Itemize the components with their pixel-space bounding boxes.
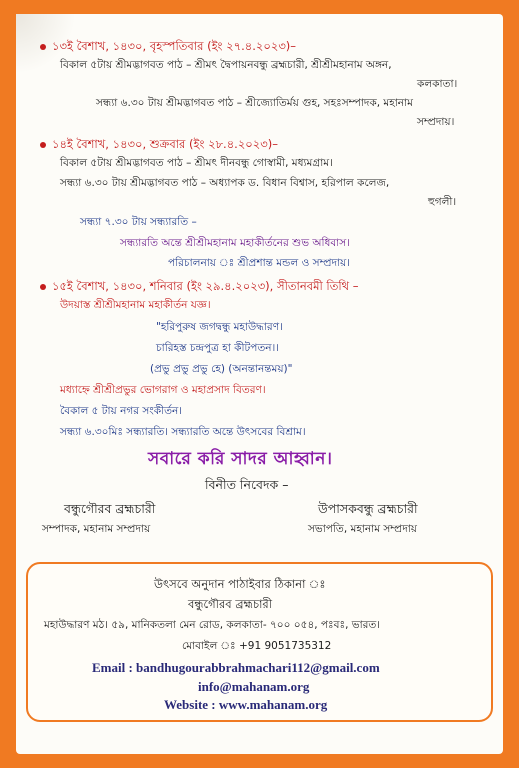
bullet-icon bbox=[40, 44, 46, 50]
day2-line5: পরিচালনায় ঃ শ্রীপ্রশান্ত মন্ডল ও সম্প্রদায়। bbox=[168, 257, 350, 269]
day1-line1: বিকাল ৫টায় শ্রীমদ্ভাগবত পাঠ – শ্রীমৎ দ্বৈপায়নবন্ধু ব্রহ্মচারী, শ্রীশ্রীমহানাম অঙ্গন, bbox=[60, 59, 392, 71]
bullet-icon bbox=[40, 142, 46, 148]
day1-line1b: কলকাতা। bbox=[417, 78, 458, 90]
submitted-by: বিনীত নিবেদক – bbox=[205, 477, 289, 492]
signatory1-role: সম্পাদক, মহানাম সম্প্রদায় bbox=[42, 523, 151, 535]
day3-line3: বৈকাল ৫ টায় নগর সংকীর্তন। bbox=[60, 405, 183, 417]
day3-line1: উদয়াস্ত শ্রীশ্রীমহানাম মহাকীর্তন যজ্ঞ। bbox=[60, 299, 211, 311]
donation-mobile: মোবাইল ঃ +91 9051735312 bbox=[182, 640, 332, 652]
email2-link[interactable]: info@mahanam.org bbox=[198, 679, 310, 694]
website-link[interactable]: Website : www.mahanam.org bbox=[164, 697, 328, 712]
day2-line3: সন্ধ্যা ৭.৩০ টায় সন্ধ্যারতি – bbox=[80, 216, 197, 228]
donation-title: উৎসবে অনুদান পাঠাইবার ঠিকানা ঃ bbox=[154, 577, 326, 591]
donation-address: মহাউদ্ধারণ মঠ। ৫৯, মানিকতলা মেন রোড, কলকাতা- ৭০০ ০৫৪, পঃবঃ, ভারত। bbox=[44, 619, 381, 631]
day2-line2: সন্ধ্যা ৬.৩০ টায় শ্রীমদ্ভাগবত পাঠ – অধ্যাপক ড. বিধান বিশ্বাস, হরিপাল কলেজ, bbox=[60, 177, 390, 189]
day2-line2b: হুগলী। bbox=[428, 196, 457, 208]
day3-heading bbox=[40, 280, 358, 293]
day2-line4: সন্ধ্যারতি অন্তে শ্রীশ্রীমহানাম মহাকীর্তনের শুভ অধিবাস। bbox=[120, 237, 350, 249]
signatory1-name: বন্ধুগৌরব ব্রহ্মচারী bbox=[64, 501, 156, 516]
day3-quote2: চারিহস্ত চন্দ্রপুত্র হা কীটপতন।। bbox=[156, 342, 279, 354]
day2-heading-text: ১৪ই বৈশাখ, ১৪৩০, শুক্রবার (ইং ২৮.৪.২০২৩)– bbox=[52, 137, 278, 151]
donation-name: বন্ধুগৌরব ব্রহ্মচারী bbox=[188, 597, 273, 611]
day2-heading bbox=[40, 138, 278, 151]
day3-quote3: (প্রভু প্রভু প্রভু হে) (অনন্তানন্তময়)" bbox=[150, 363, 293, 375]
day3-quote1: "হরিপুরুষ জগদ্বন্ধু মহাউদ্ধারণ। bbox=[156, 321, 283, 333]
invite-heading: সবারে করি সাদর আহ্বান। bbox=[148, 449, 333, 469]
day1-line2: সন্ধ্যা ৬.৩০ টায় শ্রীমদ্ভাগবত পাঠ – শ্রীজ্যোতির্ময় গুহ, সহঃসম্পাদক, মহানাম bbox=[96, 97, 413, 109]
signatory2-name: উপাসকবন্ধু ব্রহ্মচারী bbox=[318, 501, 418, 516]
signatory2-role: সভাপতি, মহানাম সম্প্রদায় bbox=[308, 523, 417, 535]
day1-heading bbox=[40, 40, 296, 53]
email-link[interactable]: Email : bandhugourabbrahmachari112@gmail.com bbox=[92, 660, 380, 675]
bullet-icon bbox=[40, 284, 46, 290]
day1-heading-text: ১৩ই বৈশাখ, ১৪৩০, বৃহস্পতিবার (ইং ২৭.৪.২০২৩)– bbox=[52, 39, 297, 53]
day2-line1: বিকাল ৫টায় শ্রীমদ্ভাগবত পাঠ – শ্রীমৎ দীনবন্ধু গোস্বামী, মধ্যমগ্রাম। bbox=[60, 157, 333, 169]
day3-heading-text: ১৫ই বৈশাখ, ১৪৩০, শনিবার (ইং ২৯.৪.২০২৩), সীতানবমী তিথি – bbox=[52, 279, 359, 293]
day1-line2b: সম্প্রদায়। bbox=[417, 116, 455, 128]
day3-line2: মধ্যাহ্নে শ্রীশ্রীপ্রভুর ভোগরাগ ও মহাপ্রসাদ বিতরণ। bbox=[60, 384, 266, 396]
day3-line4: সন্ধ্যা ৬.৩০মিঃ সন্ধ্যারতি। সন্ধ্যারতি অন্তে উৎসবের বিশ্রাম। bbox=[60, 426, 306, 438]
